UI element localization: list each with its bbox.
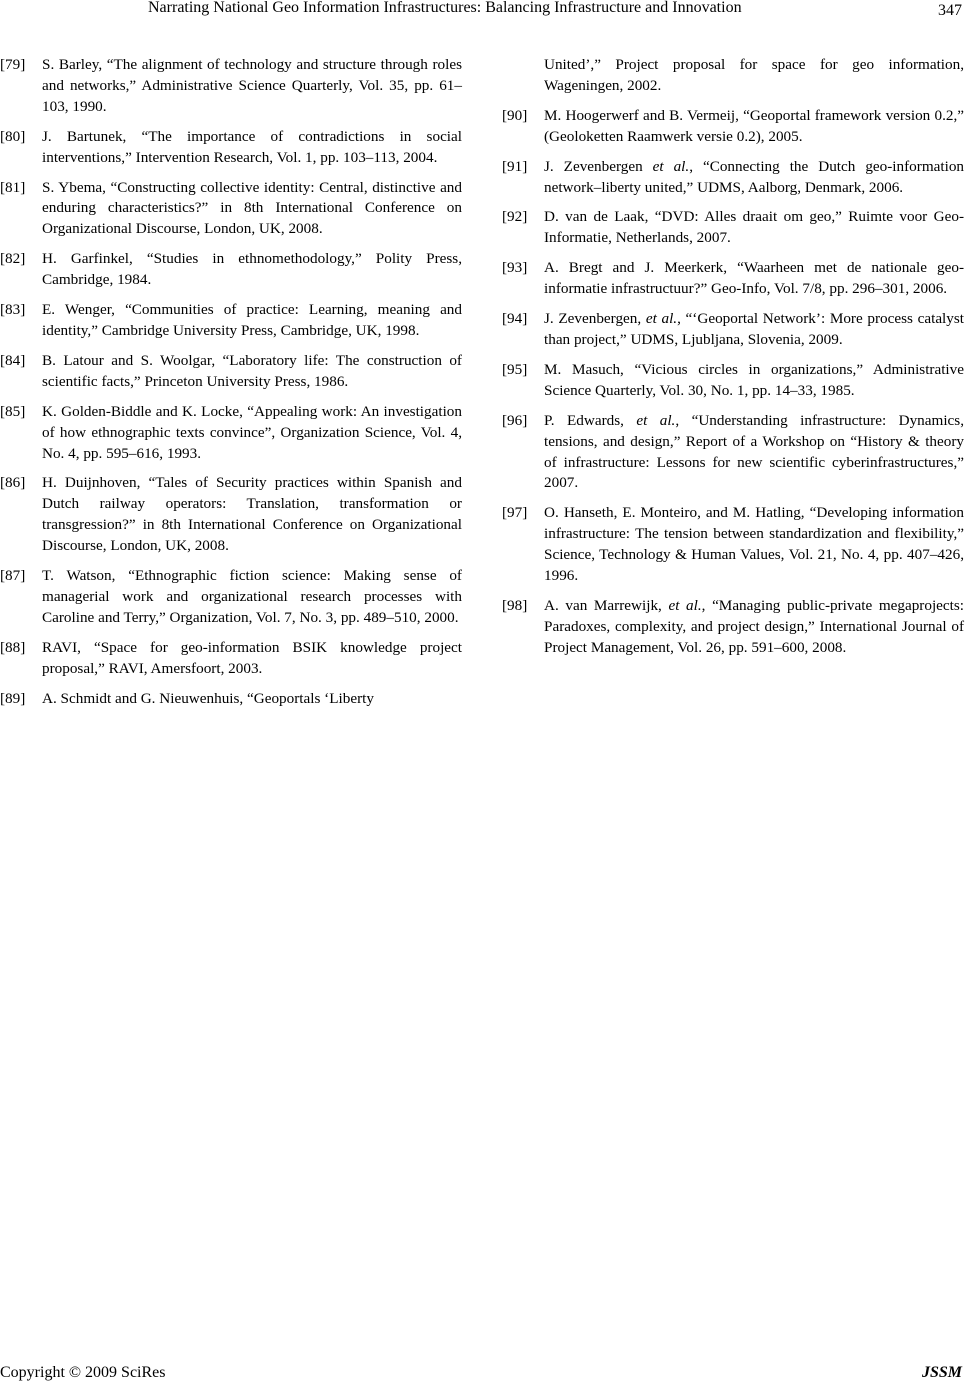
reference-item: [0, 351, 462, 393]
running-title: Narrating National Geo Information Infrastructures: Balancing Infrastructure and Innovation: [148, 0, 742, 16]
reference-text: A. Schmidt and G. Nieuwenhuis, “Geoportals ‘Liberty: [42, 689, 374, 707]
reference-item: [0, 566, 462, 629]
reference-text: [544, 503, 964, 587]
reference-text-part: D. van de Laak, “DVD: Alles draait om geo,” Ruimte voor Geo-Informatie, Netherlands, 2007.: [544, 208, 964, 247]
reference-item: [0, 638, 462, 680]
reference-number: [98]: [502, 596, 528, 614]
reference-text: [544, 309, 964, 351]
reference-text: T. Watson, “Ethnographic fiction science: Making sense of managerial work and organizational research processes with Caroline and Terry,” Organization, Vol. 7, No. 3, pp. 489–510, 2000.: [42, 567, 462, 626]
references-left-column: [0, 55, 462, 718]
reference-number: [85]: [0, 402, 26, 420]
running-header: [0, 0, 966, 22]
reference-item: [502, 258, 964, 300]
reference-number: [93]: [502, 259, 528, 277]
et-al-italic: et al.: [645, 310, 678, 328]
journal-name: JSSM: [921, 1364, 962, 1381]
page-footer: [0, 1364, 966, 1386]
page-number: 347: [938, 2, 962, 19]
reference-number: [90]: [502, 106, 528, 124]
reference-number: [91]: [502, 157, 528, 175]
reference-item: [502, 157, 964, 199]
reference-text-part: A. Bregt and J. Meerkerk, “Waarheen met de nationale geo-informatie infrastructuur?” Geo-Info, Vol. 7/8, pp. 296–301, 2006.: [544, 259, 964, 298]
reference-text-part: O. Hanseth, E. Monteiro, and M. Hatling, “Developing information infrastructure: The tension between standardization and flexibility,” Science, Technology & Human Values, Vol. 21, No. 4, pp. 407–426, 1996.: [544, 504, 964, 585]
reference-number: [79]: [0, 56, 26, 73]
et-al-italic: et al.: [636, 411, 676, 429]
reference-text-part: M. Hoogerwerf and B. Vermeij, “Geoportal framework version 0.2,” (Geoloketten Raamwerk versie 0.2), 2005.: [544, 106, 964, 145]
reference-text-part: , “Managing public-private megaprojects: Paradoxes, complexity, and project design,” International Journal of Project Management, Vol. 26, pp. 591–600, 2008.: [544, 596, 964, 656]
reference-number: [80]: [0, 127, 26, 145]
reference-number: [92]: [502, 208, 528, 226]
reference-text-part: , “‘Geoportal Network’: More process catalyst than project,” UDMS, Ljubljana, Slovenia, 2009.: [544, 310, 965, 348]
reference-text: B. Latour and S. Woolgar, “Laboratory life: The construction of scientific facts,” Princeton University Press, 1986.: [42, 351, 462, 390]
reference-item: [0, 249, 462, 291]
reference-item: [502, 309, 964, 351]
reference-number: [96]: [502, 411, 528, 429]
reference-text: [544, 360, 964, 402]
reference-text: [544, 596, 964, 659]
reference-text-part: J. Zevenbergen,: [544, 310, 646, 328]
reference-text: United’,” Project proposal for space for geo information, Wageningen, 2002.: [544, 56, 964, 94]
reference-text-part: , “Understanding infrastructure: Dynamics, tensions, and design,” Report of a Workshop on “History & theory of infrastructure: Lessons for new scientific cyberinfrastructures,” 2007.: [544, 411, 964, 492]
reference-text: H. Duijnhoven, “Tales of Security practices within Spanish and Dutch railway operators: Translation, transformation or transgression?” in 8th International Conference on Organizational Discourse, London, UK, 2008.: [42, 474, 462, 555]
reference-text-part: , “Connecting the Dutch geo-information network–liberty united,” UDMS, Aalborg, Denmark, 2006.: [544, 157, 965, 196]
reference-number: [89]: [0, 689, 26, 707]
reference-item: [0, 300, 462, 342]
reference-text: S. Barley, “The alignment of technology and structure through roles and networks,” Administrative Science Quarterly, Vol. 35, pp. 61–103, 1990.: [42, 56, 462, 115]
reference-item: [0, 178, 462, 241]
reference-continuation: [502, 55, 964, 97]
reference-text: K. Golden-Biddle and K. Locke, “Appealing work: An investigation of how ethnographic texts convince”, Organization Science, Vol. 4, No. 4, pp. 595–616, 1993.: [42, 402, 462, 462]
reference-item: [502, 207, 964, 249]
reference-number: [97]: [502, 504, 528, 522]
reference-item: [502, 596, 964, 659]
reference-item: [502, 106, 964, 148]
references-right-column: [502, 55, 964, 668]
reference-text-part: M. Masuch, “Vicious circles in organizations,” Administrative Science Quarterly, Vol. 30, No. 1, pp. 14–33, 1985.: [544, 360, 964, 399]
reference-text: J. Bartunek, “The importance of contradictions in social interventions,” Intervention Research, Vol. 1, pp. 103–113, 2004.: [42, 127, 462, 166]
reference-text: H. Garfinkel, “Studies in ethnomethodology,” Polity Press, Cambridge, 1984.: [42, 250, 462, 289]
reference-number: [81]: [0, 178, 26, 196]
reference-number: [86]: [0, 474, 26, 492]
copyright-notice: Copyright © 2009 SciRes: [0, 1364, 166, 1381]
reference-item: [0, 689, 462, 710]
reference-number: [94]: [502, 310, 528, 328]
reference-text: [544, 106, 964, 148]
et-al-italic: et al.: [652, 157, 690, 175]
reference-text: [544, 411, 964, 495]
reference-text-part: A. van Marrewijk,: [544, 596, 669, 614]
reference-text: E. Wenger, “Communities of practice: Learning, meaning and identity,” Cambridge University Press, Cambridge, UK, 1998.: [42, 301, 462, 339]
reference-item: [0, 402, 462, 465]
reference-text: RAVI, “Space for geo-information BSIK knowledge project proposal,” RAVI, Amersfoort, 2003.: [42, 638, 462, 677]
reference-text: [544, 157, 964, 199]
reference-text: [544, 258, 964, 300]
reference-number: [95]: [502, 360, 528, 378]
reference-item: [502, 411, 964, 495]
reference-number: [84]: [0, 351, 26, 369]
reference-number: [83]: [0, 301, 26, 319]
reference-text: S. Ybema, “Constructing collective identity: Central, distinctive and enduring characteristics?” in 8th International Conference on Organizational Discourse, London, UK, 2008.: [42, 178, 462, 238]
reference-item: [502, 503, 964, 587]
reference-number: [87]: [0, 567, 26, 585]
reference-text: [544, 207, 964, 249]
reference-text-part: J. Zevenbergen: [544, 157, 653, 175]
reference-item: [0, 473, 462, 557]
reference-text-part: P. Edwards,: [544, 411, 637, 429]
reference-item: [0, 55, 462, 118]
reference-item: [0, 127, 462, 169]
reference-number: [88]: [0, 638, 26, 656]
reference-item: [502, 360, 964, 402]
reference-number: [82]: [0, 250, 26, 268]
et-al-italic: et al.: [668, 596, 702, 614]
